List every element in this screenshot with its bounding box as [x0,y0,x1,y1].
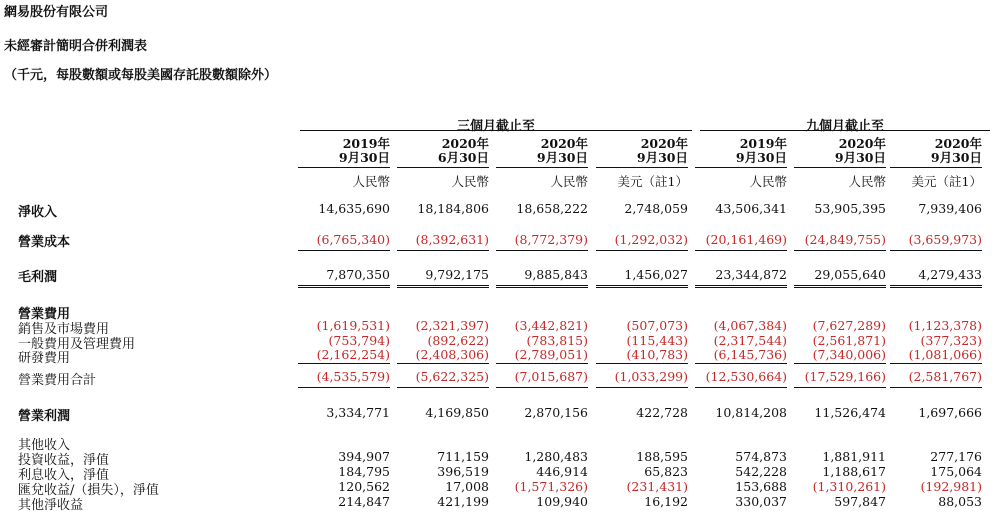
group-three-months: 三個月截止至 [456,119,535,134]
cell-interest-income-5: 542,228 [735,464,787,479]
cost-of-revenue-rule [596,250,688,251]
cell-other-net-5: 330,037 [735,494,787,509]
cell-gross-profit-5: 23,344,872 [715,267,787,282]
cell-operating-profit-3: 2,870,156 [524,405,588,420]
cell-opex-total-1: (4,535,579) [316,369,390,384]
gross-profit-rule [695,285,787,288]
row-label-cost-of-revenue: 營業成本 [18,235,71,250]
cell-ga-1: (753,794) [328,333,390,348]
row-label-other-income-header: 其他收入 [18,438,71,453]
statement-title: 未經審計簡明合併利潤表 [4,39,148,54]
cell-opex-total-6: (17,529,166) [804,369,886,384]
cell-other-net-1: 214,847 [338,494,390,509]
row-label-gross-profit: 毛利潤 [18,270,58,285]
cost-of-revenue-rule [890,250,982,251]
cell-cost-of-revenue-3: (8,772,379) [514,232,588,247]
cell-rd-6: (7,340,006) [812,347,886,362]
cell-fx-gain-2: 17,008 [445,479,489,494]
gross-profit-rule [890,285,982,288]
cell-investment-income-5: 574,873 [735,449,787,464]
cell-net-revenue-7: 7,939,406 [918,201,982,216]
column-currency-1: 人民幣 [352,174,390,189]
cell-selling-7: (1,123,378) [908,318,982,333]
opex-total-rule [695,387,787,388]
cell-operating-profit-6: 11,526,474 [814,405,886,420]
column-header-rule [397,167,489,168]
cell-net-revenue-6: 53,905,395 [814,201,886,216]
cost-of-revenue-rule [496,250,588,251]
company-name: 網易股份有限公司 [4,5,109,20]
column-header-7 [886,137,982,165]
group-nine-months: 九個月截止至 [805,119,884,134]
cost-of-revenue-rule [695,250,787,251]
cost-of-revenue-rule [397,250,489,251]
column-year-1: 2019年 [342,136,390,151]
cell-gross-profit-2: 9,792,175 [425,267,489,282]
cell-rd-5: (6,145,736) [713,347,787,362]
cell-operating-profit-4: 422,728 [636,405,688,420]
column-date-2: 6月30日 [437,150,489,165]
column-currency-7: 美元（註1） [911,174,982,189]
gross-profit-rule [496,285,588,288]
cell-other-net-4: 16,192 [644,494,688,509]
cell-rd-7: (1,081,066) [908,347,982,362]
column-year-5: 2019年 [739,136,787,151]
cell-opex-total-4: (1,033,299) [614,369,688,384]
opex-total-rule [890,387,982,388]
column-date-4: 9月30日 [636,150,688,165]
cell-cost-of-revenue-2: (8,392,631) [415,232,489,247]
column-year-4: 2020年 [640,136,688,151]
cell-ga-4: (115,443) [626,333,688,348]
cell-selling-2: (2,321,397) [415,318,489,333]
cell-gross-profit-4: 1,456,027 [624,267,688,282]
cell-operating-profit-7: 1,697,666 [918,405,982,420]
cell-fx-gain-6: (1,310,261) [812,479,886,494]
cell-fx-gain-3: (1,571,326) [514,479,588,494]
cell-ga-7: (377,323) [920,333,982,348]
cell-operating-profit-2: 4,169,850 [425,405,489,420]
cell-ga-6: (2,561,871) [812,333,886,348]
cell-gross-profit-7: 4,279,433 [918,267,982,282]
cell-investment-income-1: 394,907 [338,449,390,464]
opex-total-rule [397,387,489,388]
row-label-opex-header: 營業費用 [18,307,71,322]
column-date-7: 9月30日 [930,150,982,165]
opex-total-rule [298,387,390,388]
cost-of-revenue-rule [298,250,390,251]
row-label-fx-gain: 匯兌收益/（損失），淨值 [18,483,159,498]
column-year-2: 2020年 [441,136,489,151]
cell-investment-income-2: 711,159 [437,449,489,464]
cell-gross-profit-3: 9,885,843 [524,267,588,282]
column-currency-4: 美元（註1） [617,174,688,189]
cell-net-revenue-3: 18,658,222 [516,201,588,216]
row-label-ga: 一般費用及管理費用 [18,337,136,352]
gross-profit-rule [397,285,489,288]
cell-selling-4: (507,073) [626,318,688,333]
column-year-3: 2020年 [540,136,588,151]
column-currency-5: 人民幣 [749,174,787,189]
cell-gross-profit-6: 29,055,640 [814,267,886,282]
cell-interest-income-6: 1,188,617 [822,464,886,479]
cell-other-net-3: 109,940 [536,494,588,509]
column-year-6: 2020年 [838,136,886,151]
row-label-net-revenue: 淨收入 [18,205,58,220]
cell-selling-5: (4,067,384) [713,318,787,333]
column-date-5: 9月30日 [735,150,787,165]
cell-other-net-6: 597,847 [834,494,886,509]
column-header-2 [393,137,489,165]
cell-interest-income-3: 446,914 [536,464,588,479]
cell-investment-income-4: 188,595 [636,449,688,464]
opex-subtotal-rule [890,363,982,364]
column-header-4 [592,137,688,165]
cell-cost-of-revenue-6: (24,849,755) [804,232,886,247]
opex-subtotal-rule [397,363,489,364]
cell-net-revenue-5: 43,506,341 [715,201,787,216]
column-header-5 [691,137,787,165]
opex-subtotal-rule [496,363,588,364]
cell-opex-total-3: (7,015,687) [514,369,588,384]
cell-ga-5: (2,317,544) [713,333,787,348]
cell-fx-gain-4: (231,431) [626,479,688,494]
row-label-selling: 銷售及市場費用 [18,322,110,337]
cell-net-revenue-4: 2,748,059 [624,201,688,216]
group-three-months-rule [300,130,692,131]
cell-fx-gain-1: 120,562 [338,479,390,494]
cell-operating-profit-1: 3,334,771 [326,405,390,420]
row-label-other-net: 其他淨收益 [18,498,84,513]
opex-subtotal-rule [298,363,390,364]
cell-selling-1: (1,619,531) [316,318,390,333]
column-header-rule [496,167,588,168]
opex-subtotal-rule [596,363,688,364]
column-header-rule [596,167,688,168]
cell-investment-income-3: 1,280,483 [524,449,588,464]
column-header-rule [695,167,787,168]
cell-other-net-2: 421,199 [437,494,489,509]
cell-interest-income-1: 184,795 [338,464,390,479]
cell-opex-total-7: (2,581,767) [908,369,982,384]
cell-operating-profit-5: 10,814,208 [715,405,787,420]
cell-selling-6: (7,627,289) [812,318,886,333]
cell-net-revenue-2: 18,184,806 [417,201,489,216]
cell-rd-3: (2,789,051) [514,347,588,362]
row-label-rd: 研發費用 [18,351,71,366]
cell-interest-income-4: 65,823 [644,464,688,479]
gross-profit-rule [298,285,390,288]
cell-interest-income-7: 175,064 [930,464,982,479]
cell-gross-profit-1: 7,870,350 [326,267,390,282]
cell-other-net-7: 88,053 [938,494,982,509]
column-date-6: 9月30日 [834,150,886,165]
group-nine-months-rule [700,130,990,131]
cell-ga-3: (783,815) [526,333,588,348]
cost-of-revenue-rule [794,250,886,251]
gross-profit-rule [794,285,886,288]
row-label-operating-profit: 營業利潤 [18,409,71,424]
column-year-7: 2020年 [934,136,982,151]
cell-cost-of-revenue-1: (6,765,340) [316,232,390,247]
opex-total-rule [794,387,886,388]
cell-cost-of-revenue-4: (1,292,032) [614,232,688,247]
cell-fx-gain-7: (192,981) [920,479,982,494]
opex-subtotal-rule [794,363,886,364]
cell-rd-4: (410,783) [626,347,688,362]
column-currency-3: 人民幣 [550,174,588,189]
column-currency-6: 人民幣 [848,174,886,189]
row-label-interest-income: 利息收入，淨值 [18,468,110,483]
cell-net-revenue-1: 14,635,690 [318,201,390,216]
gross-profit-rule [596,285,688,288]
cell-opex-total-5: (12,530,664) [705,369,787,384]
opex-total-rule [496,387,588,388]
cell-rd-2: (2,408,306) [415,347,489,362]
cell-fx-gain-5: 153,688 [735,479,787,494]
cell-investment-income-6: 1,881,911 [822,449,886,464]
row-label-opex-total: 營業費用合計 [18,373,97,388]
cell-selling-3: (3,442,821) [514,318,588,333]
column-currency-2: 人民幣 [451,174,489,189]
column-header-rule [890,167,982,168]
cell-opex-total-2: (5,622,325) [415,369,489,384]
column-header-3 [492,137,588,165]
opex-total-rule [596,387,688,388]
cell-interest-income-2: 396,519 [437,464,489,479]
column-header-1 [294,137,390,165]
cell-investment-income-7: 277,176 [930,449,982,464]
cell-rd-1: (2,162,254) [316,347,390,362]
cell-cost-of-revenue-7: (3,659,973) [908,232,982,247]
cell-ga-2: (892,622) [427,333,489,348]
column-header-rule [794,167,886,168]
row-label-investment-income: 投資收益，淨值 [18,453,110,468]
column-header-6 [790,137,886,165]
column-header-rule [298,167,390,168]
unit-note: （千元，每股數額或每股美國存託股數額除外） [4,68,278,83]
column-date-1: 9月30日 [338,150,390,165]
cell-cost-of-revenue-5: (20,161,469) [705,232,787,247]
opex-subtotal-rule [695,363,787,364]
column-date-3: 9月30日 [536,150,588,165]
